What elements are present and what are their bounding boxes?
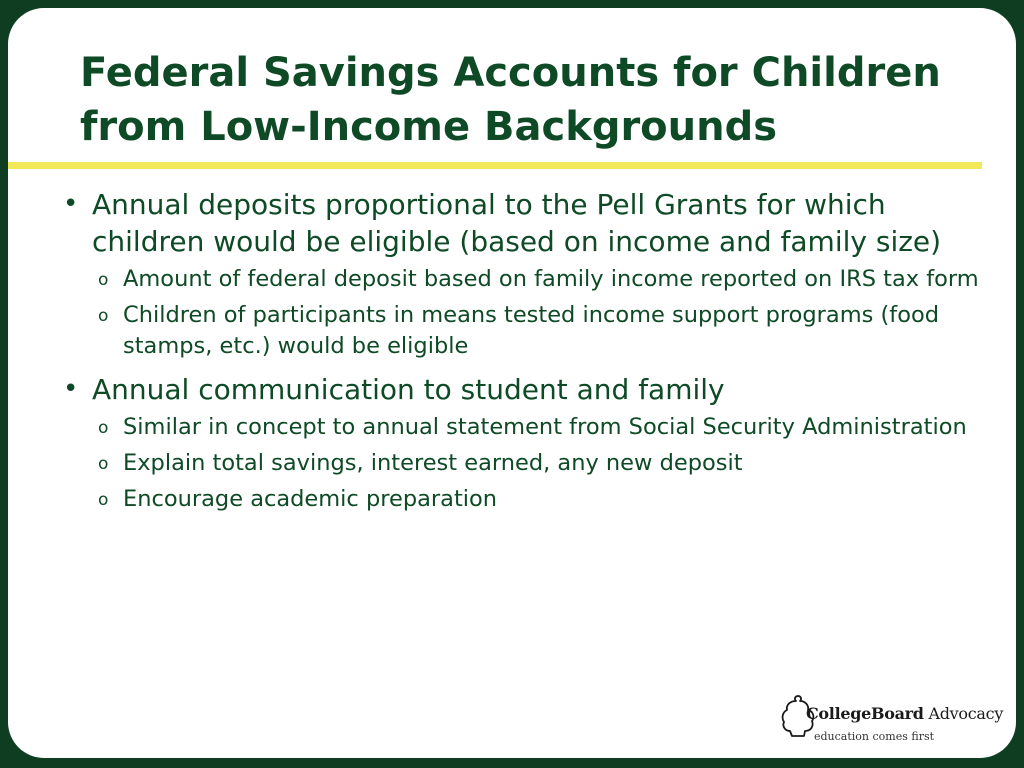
slide-title <box>80 46 980 154</box>
logo-name-regular: Advocacy <box>923 704 1004 723</box>
sub-bullet-text: Children of participants in means tested income support programs (food stamps, etc.) would be eligible <box>123 302 940 359</box>
logo-name <box>806 704 1003 723</box>
bullet-item <box>8 186 1016 260</box>
sub-bullet-item <box>8 484 1016 515</box>
bullet-text: Annual deposits proportional to the Pell Grants for which children would be eligible (based on income and family size) <box>92 188 942 258</box>
sub-bullet-item <box>8 412 1016 443</box>
bullet-list <box>8 186 1016 520</box>
sub-bullet-marker: o <box>98 490 109 510</box>
logo-name-bold: CollegeBoard <box>806 704 924 723</box>
slide-title-line-1: Federal Savings Accounts for Children <box>80 50 941 96</box>
sub-bullet-text: Similar in concept to annual statement from Social Security Administration <box>123 414 967 440</box>
sub-bullet-text: Encourage academic preparation <box>123 486 498 512</box>
bullet-item <box>8 371 1016 408</box>
sub-bullet-item <box>8 264 1016 295</box>
bullet-marker: • <box>63 189 79 219</box>
slide-title-line-2: from Low-Income Backgrounds <box>80 104 778 150</box>
sub-bullet-marker: o <box>98 306 109 326</box>
slide-card <box>8 8 1016 758</box>
logo-tagline: education comes first <box>814 730 935 743</box>
sub-bullet-marker: o <box>98 454 109 474</box>
sub-bullet-marker: o <box>98 418 109 438</box>
bullet-marker: • <box>63 374 79 404</box>
college-board-advocacy-logo <box>778 690 1014 752</box>
bullet-text: Annual communication to student and family <box>92 373 725 406</box>
sub-bullet-text: Explain total savings, interest earned, any new deposit <box>123 450 743 476</box>
sub-bullet-item <box>8 448 1016 479</box>
sub-bullet-marker: o <box>98 270 109 290</box>
sub-bullet-text: Amount of federal deposit based on family income reported on IRS tax form <box>123 266 979 292</box>
sub-bullet-item <box>8 300 1016 362</box>
title-divider <box>8 162 982 169</box>
